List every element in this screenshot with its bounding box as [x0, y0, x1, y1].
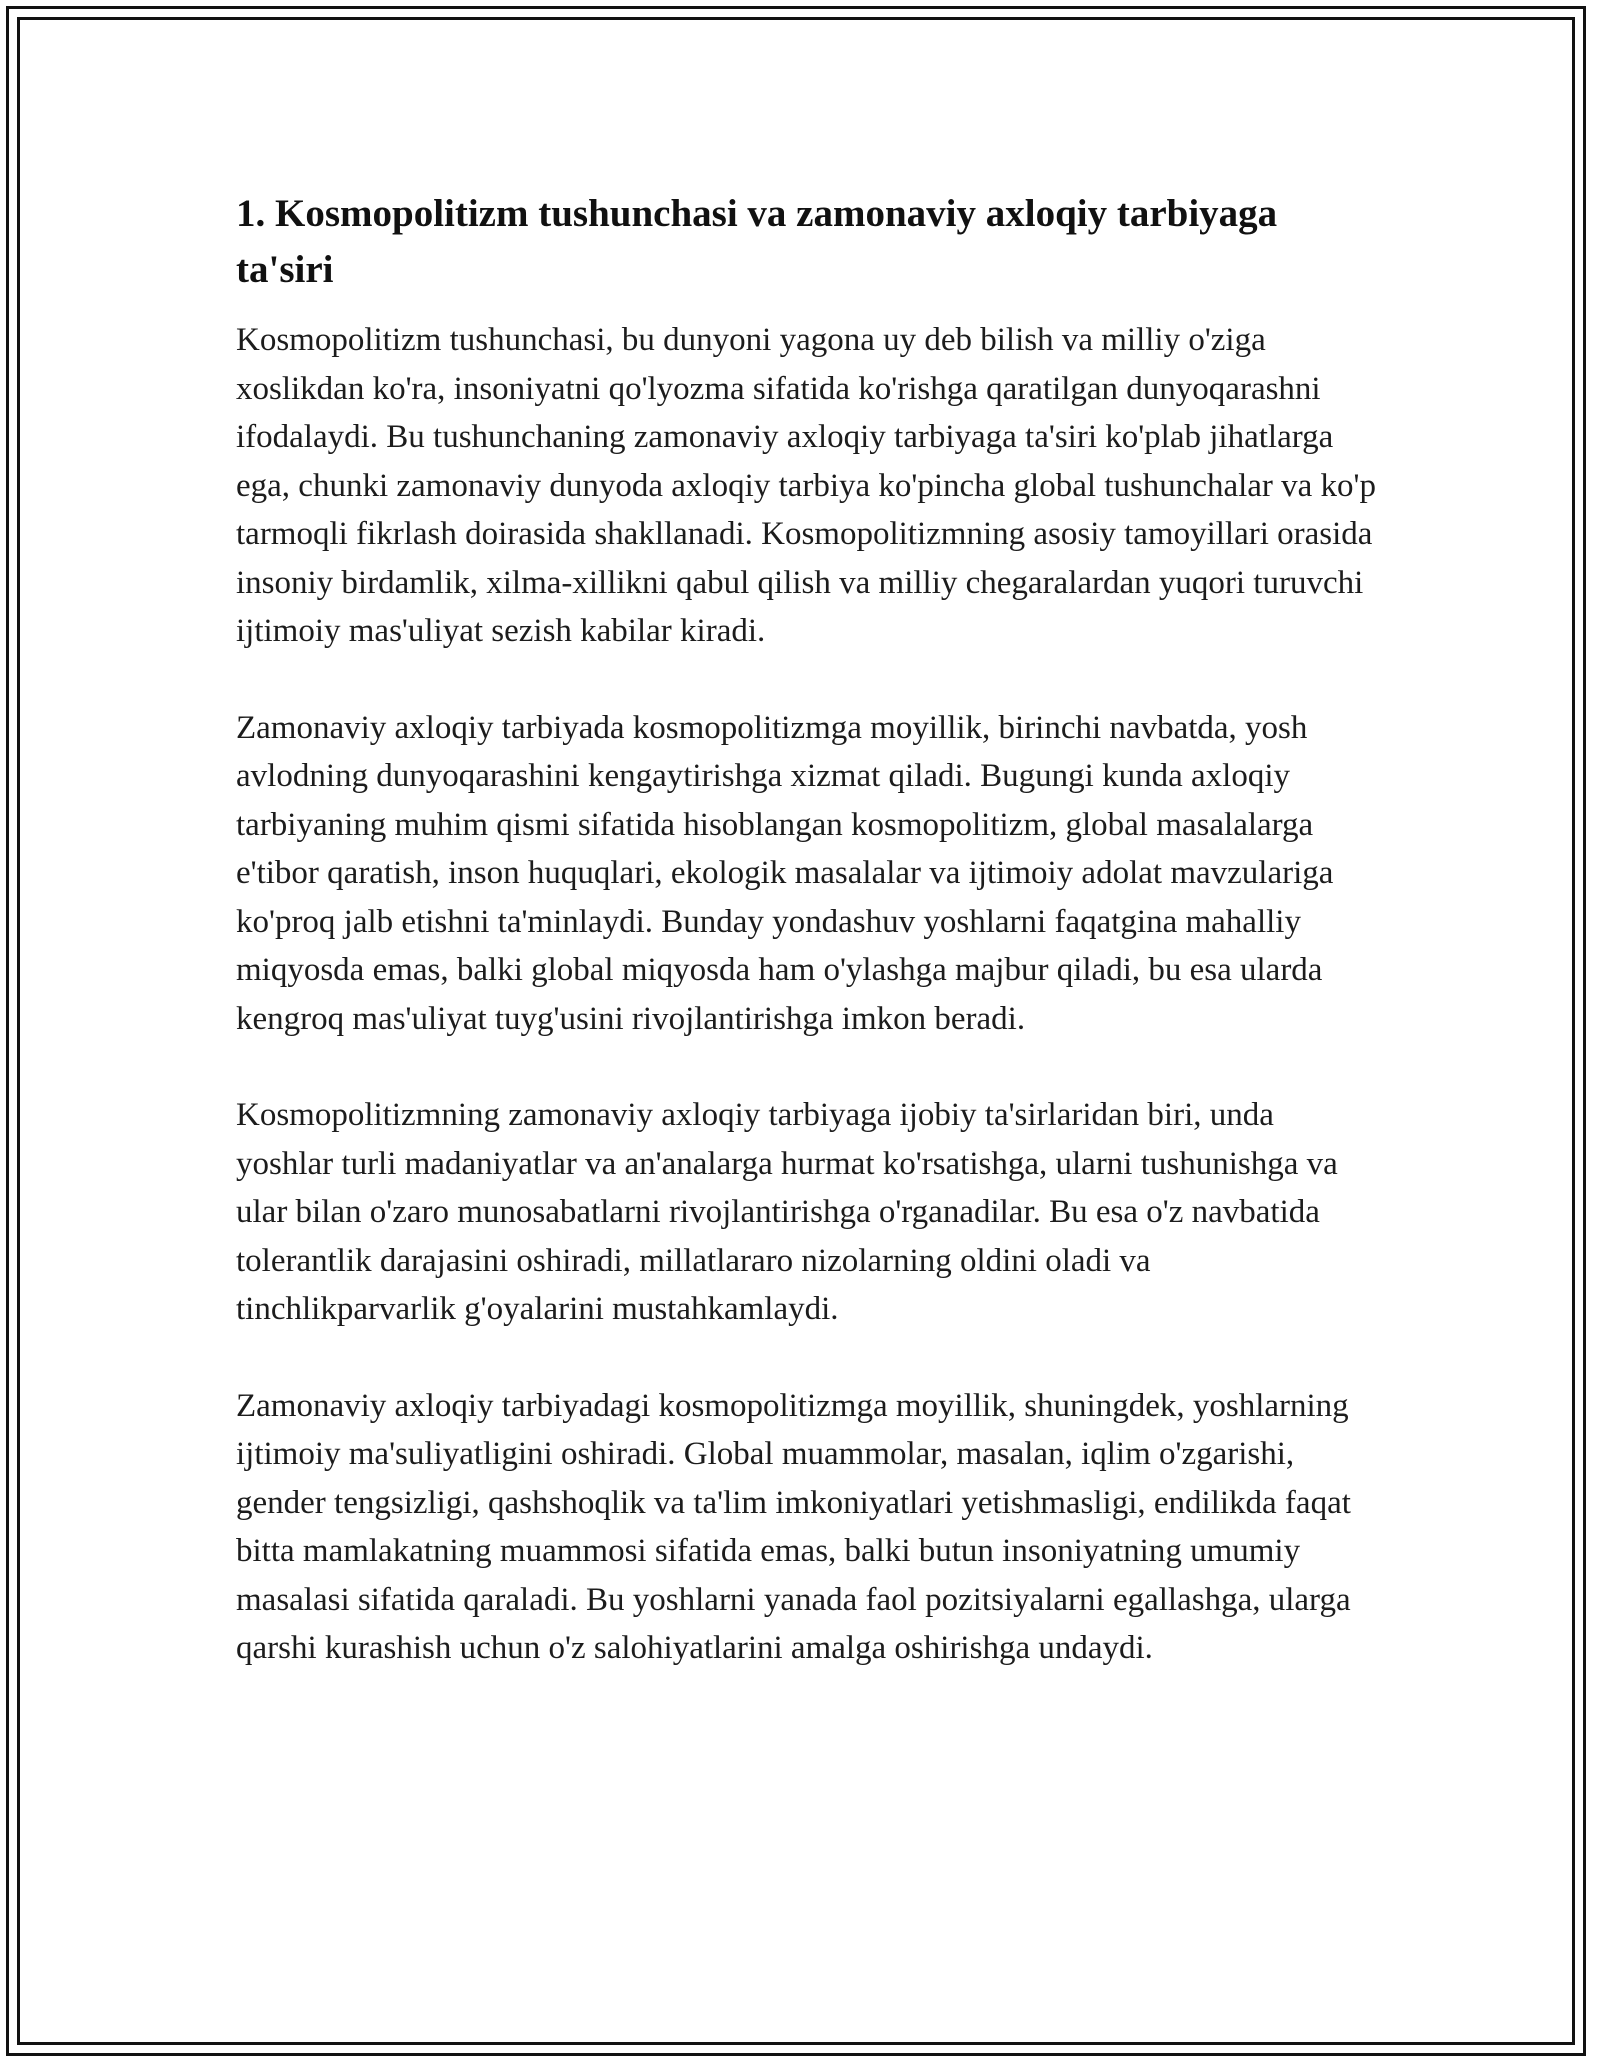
document-body — [236, 186, 1376, 1721]
paragraph-1: Kosmopolitizm tushunchasi, bu dunyoni yagona uy deb bilish va milliy o'ziga xoslikdan ko'ra, insoniyatni qo'lyozma sifatida ko'rishga qaratilgan dunyoqarashni ifodalaydi. Bu tushunchaning zamonaviy axloqiy tarbiyaga ta'siri ko'plab jihatlarga ega, chunki zamonaviy dunyoda axloqiy tarbiya ko'pincha global tushunchalar va ko'p tarmoqli fikrlash doirasida shakllanadi. Kosmopolitizmning asosiy tamoyillari orasida insoniy birdamlik, xilma-xillikni qabul qilish va milliy chegaralardan yuqori turuvchi ijtimoiy mas'uliyat sezish kabilar kiradi. — [236, 322, 1376, 649]
paragraph-4: Zamonaviy axloqiy tarbiyadagi kosmopolitizmga moyillik, shuningdek, yoshlarning ijtimoiy ma'suliyatligini oshiradi. Global muammolar, masalan, iqlim o'zgarishi, gender tengsizligi, qashshoqlik va ta'lim imkoniyatlari yetishmasligi, endilikda faqat bitta mamlakatning muammosi sifatida emas, balki butun insoniyatning umumiy masalasi sifatida qaraladi. Bu yoshlarni yanada faol pozitsiyalarni egallashga, ularga qarshi kurashish uchun o'z salohiyatlarini amalga oshirishga undaydi. — [236, 1387, 1351, 1666]
paragraph-3: Kosmopolitizmning zamonaviy axloqiy tarbiyaga ijobiy ta'sirlaridan biri, unda yoshlar turli madaniyatlar va an'analarga hurmat ko'rsatishga, ularni tushunishga va ular bilan o'zaro munosabatlarni rivojlantirishga o'rganadilar. Bu esa o'z navbatida tolerantlik darajasini oshiradi, millatlararo nizolarning oldini oladi va tinchlikparvarlik g'oyalarini mustahkamlaydi. — [236, 1097, 1338, 1327]
section-title: 1. Kosmopolitizm tushunchasi va zamonaviy axloqiy tarbiyaga ta'siri — [236, 192, 1278, 291]
paragraph-2: Zamonaviy axloqiy tarbiyada kosmopolitizmga moyillik, birinchi navbatda, yosh avlodning dunyoqarashini kengaytirishga xizmat qiladi. Bugungi kunda axloqiy tarbiyaning muhim qismi sifatida hisoblangan kosmopolitizm, global masalalarga e'tibor qaratish, inson huquqlari, ekologik masalalar va ijtimoiy adolat mavzulariga ko'proq jalb etishni ta'minlaydi. Bunday yondashuv yoshlarni faqatgina mahalliy miqyosda emas, balki global miqyosda ham o'ylashga majbur qiladi, bu esa ularda kengroq mas'uliyat tuyg'usini rivojlantirishga imkon beradi. — [236, 709, 1334, 1037]
